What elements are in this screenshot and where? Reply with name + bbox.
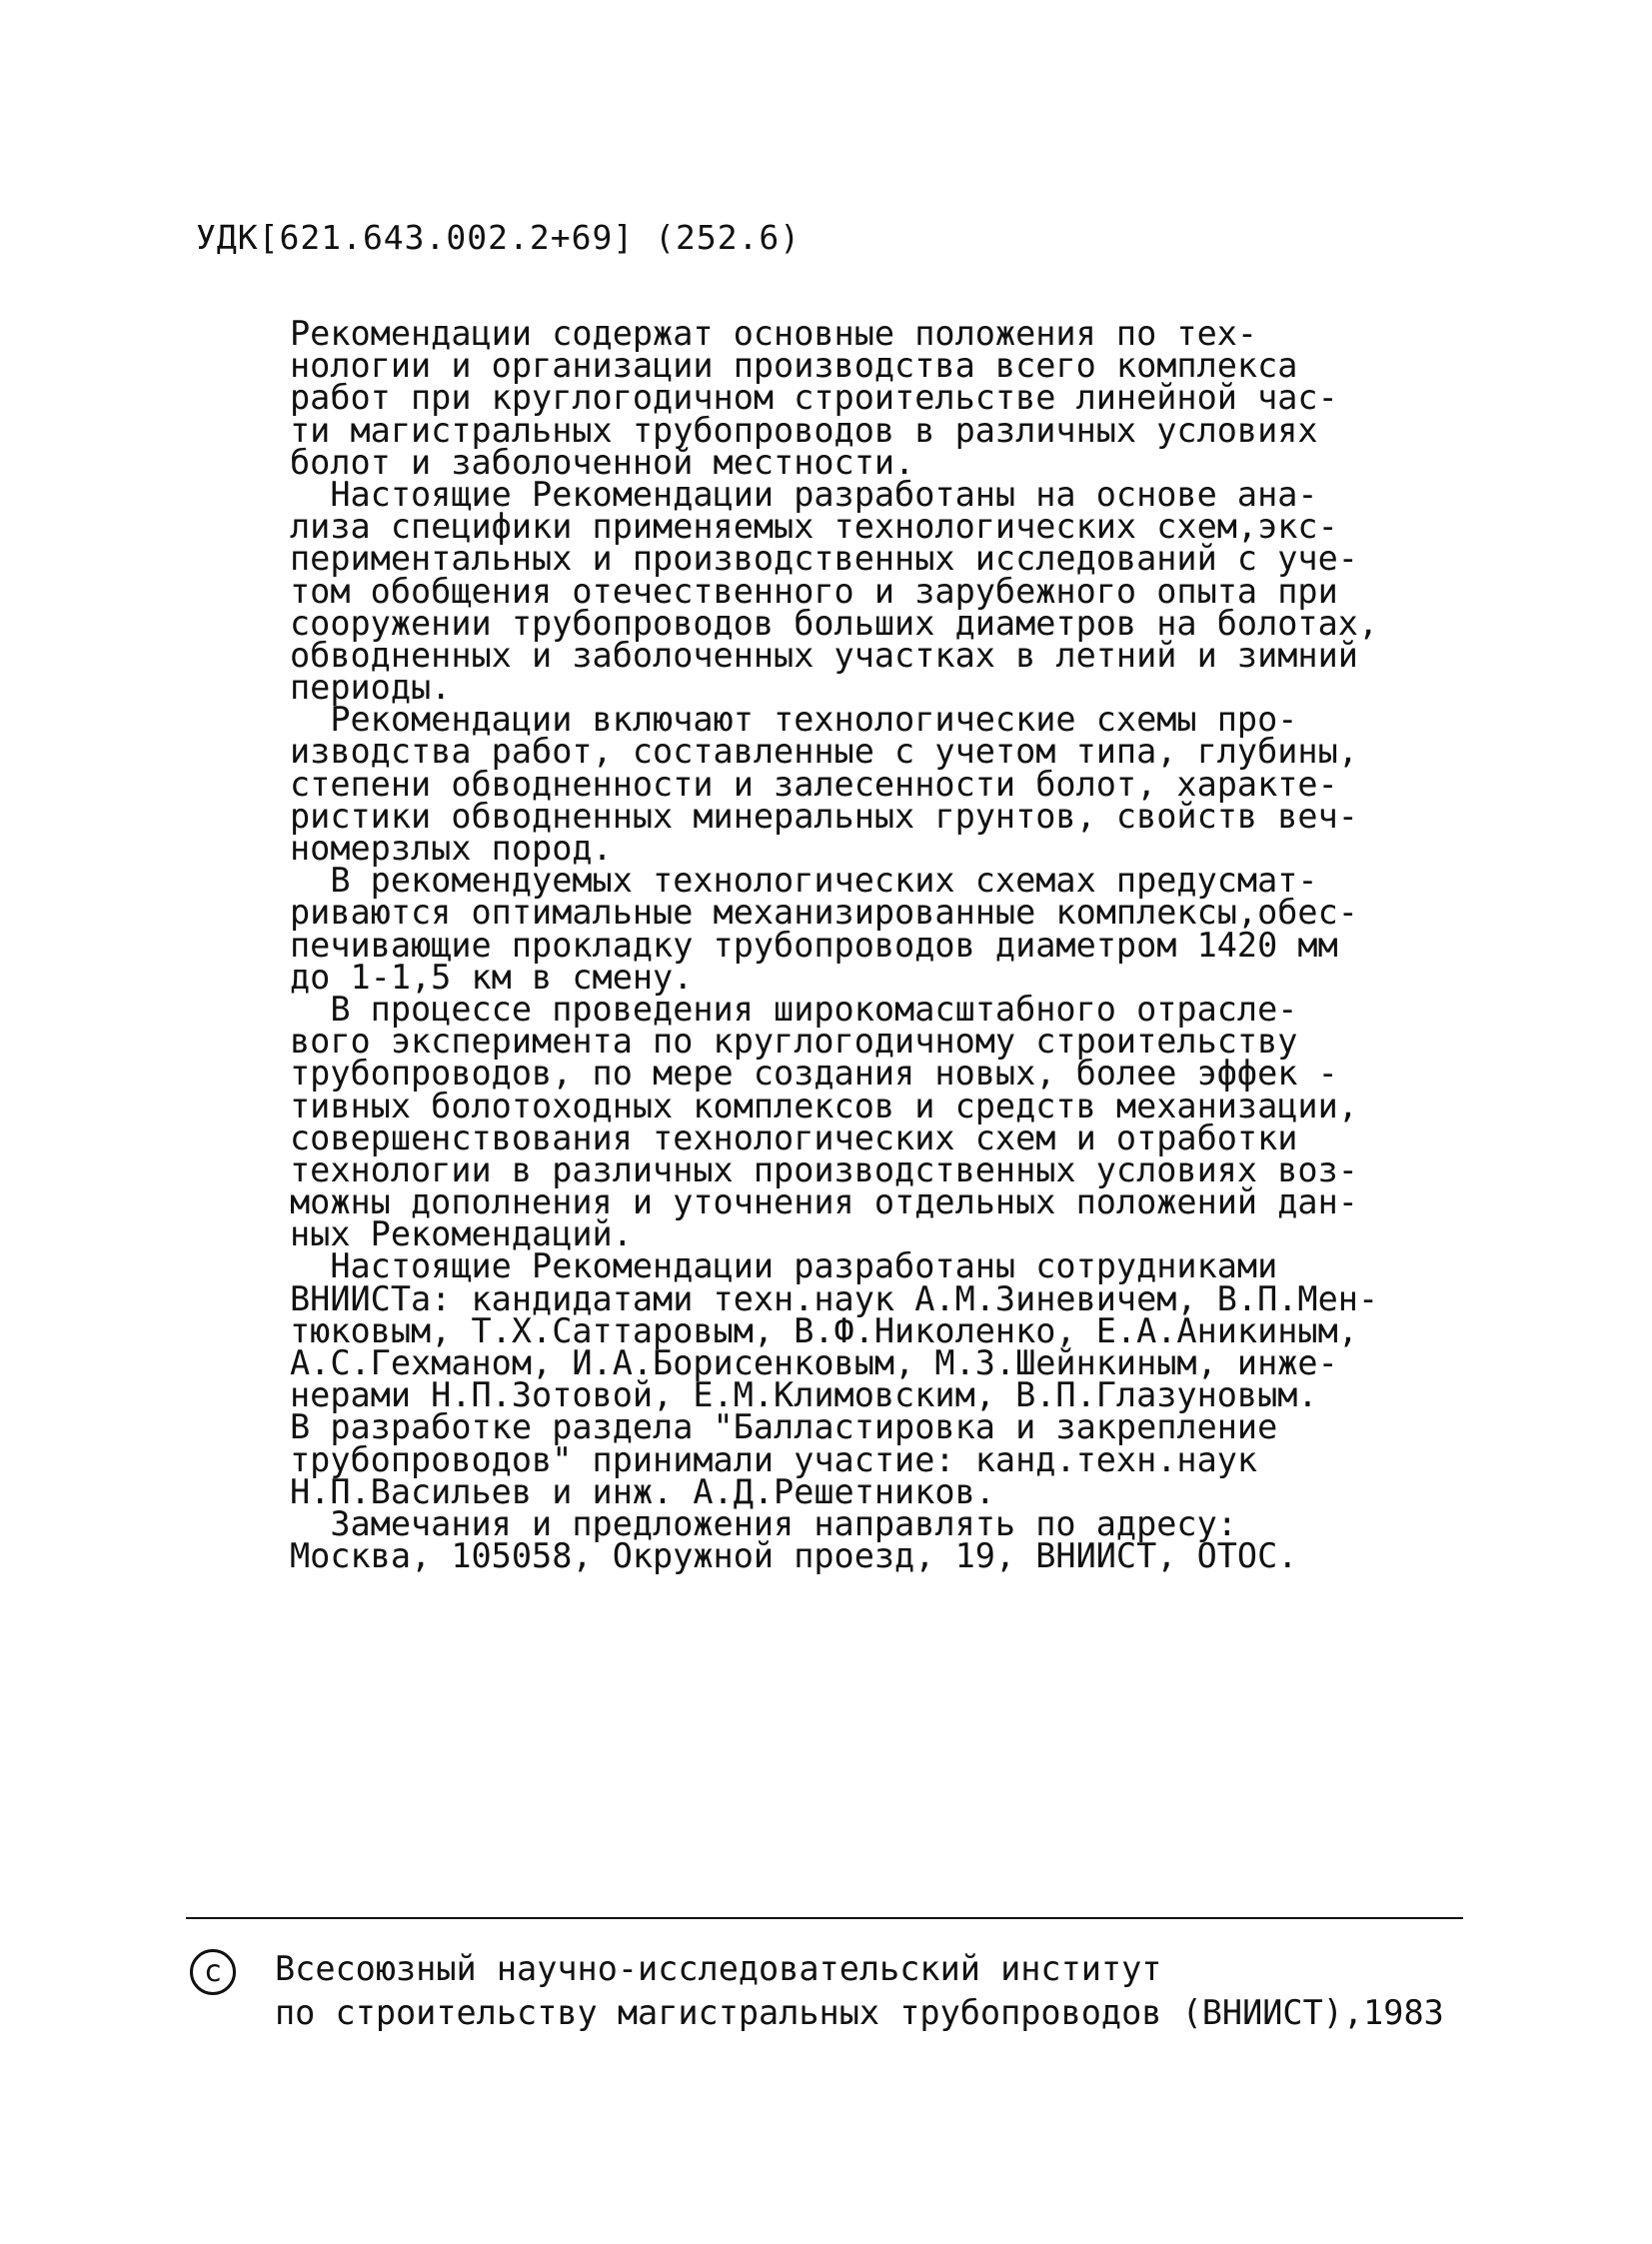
copyright-icon (190, 1949, 236, 1995)
text-line: болот и заболоченной местности. (290, 442, 915, 482)
text-line: трубопроводов, по мере создания новых, более эффек - (290, 1054, 1338, 1094)
text-line: Настоящие Рекомендации разработаны сотрудниками (290, 1246, 1278, 1286)
text-line: Рекомендации содержат основные положения по тех- (290, 314, 1258, 353)
text-line: периментальных и производственных исследований с уче- (290, 539, 1358, 579)
text-line: В рекомендуемых технологических схемах предусмат- (290, 861, 1318, 901)
footer-line: по строительству магистральных трубопроводов (ВНИИСТ),1983 (275, 1993, 1444, 2032)
text-line: риваются оптимальные механизированные комплексы,обес- (290, 893, 1358, 933)
copyright-symbol: c (203, 1954, 223, 1989)
text-line: печивающие прокладку трубопроводов диаметром 1420 мм (290, 925, 1338, 965)
text-line: том обобщения отечественного и зарубежного опыта при (290, 571, 1338, 611)
text-line: трубопроводов" принимали участие: канд.техн.наук (290, 1439, 1258, 1479)
text-line: Настоящие Рекомендации разработаны на основе ана- (290, 474, 1318, 514)
text-line: вого эксперимента по круглогодичному строительству (290, 1022, 1298, 1062)
text-line: степени обводненности и залесенности болот, характе- (290, 764, 1338, 804)
text-line: изводства работ, составленные с учетом типа, глубины, (290, 732, 1358, 772)
text-line: лиза специфики применяемых технологических схем,экс- (290, 507, 1338, 547)
text-line: Н.П.Васильев и инж. А.Д.Решетников. (290, 1471, 995, 1511)
text-line: до 1-1,5 км в смену. (290, 957, 694, 997)
text-line: ных Рекомендаций. (290, 1214, 633, 1254)
text-line: номерзлых пород. (290, 829, 613, 868)
text-line: ВНИИСТа: кандидатами техн.наук А.М.Зиневичем, В.П.Мен- (290, 1278, 1379, 1318)
udc-code: УДК[621.643.002.2+69] (252.6) (196, 218, 802, 257)
text-line: тивных болотоходных комплексов и средств механизации, (290, 1086, 1358, 1125)
text-line: В разработке раздела "Балластировка и закрепление (290, 1407, 1278, 1447)
text-line: Рекомендации включают технологические схемы про- (290, 700, 1298, 740)
main-text (290, 314, 1409, 1576)
text-line: совершенствования технологических схем и отработки (290, 1118, 1298, 1157)
text-line: работ при круглогодичном строительстве линейной час- (290, 378, 1338, 418)
text-line: Москва, 105058, Окружной проезд, 19, ВНИИСТ, ОТОС. (290, 1536, 1298, 1576)
publisher-footer (275, 1947, 1474, 2035)
text-line: тюковым, Т.Х.Саттаровым, В.Ф.Николенко, Е.А.Аникиным, (290, 1310, 1358, 1350)
text-line: нерами Н.П.Зотовой, Е.М.Климовским, В.П.Глазуновым. (290, 1375, 1318, 1415)
text-line: можны дополнения и уточнения отдельных положений дан- (290, 1182, 1358, 1222)
text-line: Замечания и предложения направлять по адресу: (290, 1503, 1237, 1543)
text-line: ристики обводненных минеральных грунтов, свойств веч- (290, 796, 1358, 836)
text-line: нологии и организации производства всего комплекса (290, 346, 1298, 386)
footer-line: Всесоюзный научно-исследовательский институт (275, 1949, 1162, 1988)
text-line: ти магистральных трубопроводов в различных условиях (290, 410, 1318, 450)
text-line: периоды. (290, 668, 452, 708)
text-line: А.С.Гехманом, И.А.Борисенковым, М.З.Шейнкиным, инже- (290, 1343, 1338, 1382)
text-line: сооружении трубопроводов больших диаметров на болотах, (290, 603, 1379, 643)
text-line: В процессе проведения широкомасштабного отрасле- (290, 989, 1298, 1029)
text-line: обводненных и заболоченных участках в летний и зимний (290, 635, 1358, 675)
text-line: технологии в различных производственных условиях воз- (290, 1149, 1358, 1189)
footer-divider (186, 1917, 1463, 1919)
